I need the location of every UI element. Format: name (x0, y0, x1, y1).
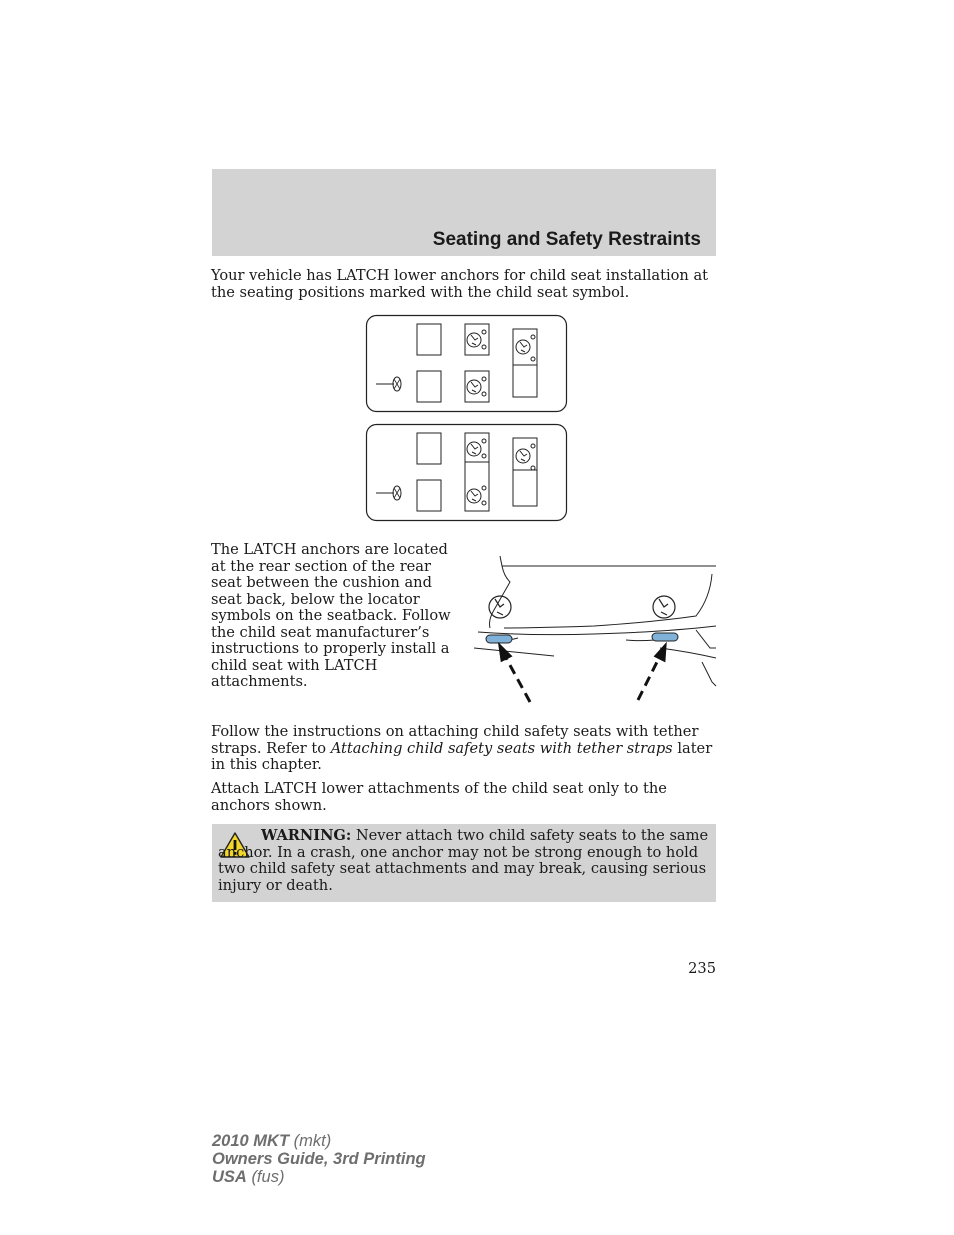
attach-only-paragraph: Attach LATCH lower attachments of the child seat only to the anchors shown. (211, 780, 667, 814)
section-title: Seating and Safety Restraints (432, 229, 701, 250)
seating-diagram-top (366, 315, 567, 412)
tether-reference: Attaching child safety seats with tether straps (330, 739, 673, 757)
footer-market-code: (fus) (251, 1168, 285, 1186)
tether-paragraph (211, 724, 716, 774)
header-band (212, 169, 716, 256)
footer-guide: Owners Guide, 3rd Printing (212, 1150, 426, 1168)
footer-model: 2010 MKT (212, 1132, 290, 1150)
footer-model-code: (mkt) (293, 1132, 332, 1150)
latch-location-paragraph: The LATCH anchors are located at the rear section of the rear seat between the cushion and seat back, below the locator symbols on the seatback. Follow the child seat manufacturer’s instructions to properly install a child seat with LATCH attachments. (211, 541, 451, 690)
seatback-locator-symbol (489, 596, 675, 618)
tether-text-after: later in this chapter. (211, 739, 713, 773)
warning-message: Never attach two child safety seats to the same anchor. In a crash, one anchor may not be strong enough to hold two child safety seat attachments and may break, causing serious injury or death. (218, 827, 709, 894)
arrow-indicator (500, 646, 665, 702)
tether-text-before: Follow the instructions on attaching child safety seats with tether straps. Refer to (211, 723, 699, 757)
warning-label: WARNING: (261, 827, 352, 844)
warning-box (212, 824, 716, 902)
seating-diagram-bottom (366, 424, 567, 521)
intro-paragraph: Your vehicle has LATCH lower anchors for child seat installation at the seating positions marked with the child seat symbol. (211, 267, 709, 301)
latch-anchor-illustration (474, 552, 716, 704)
footer (212, 1132, 426, 1186)
footer-market: USA (212, 1168, 247, 1186)
page-number: 235 (688, 960, 716, 977)
warning-text (218, 828, 710, 894)
